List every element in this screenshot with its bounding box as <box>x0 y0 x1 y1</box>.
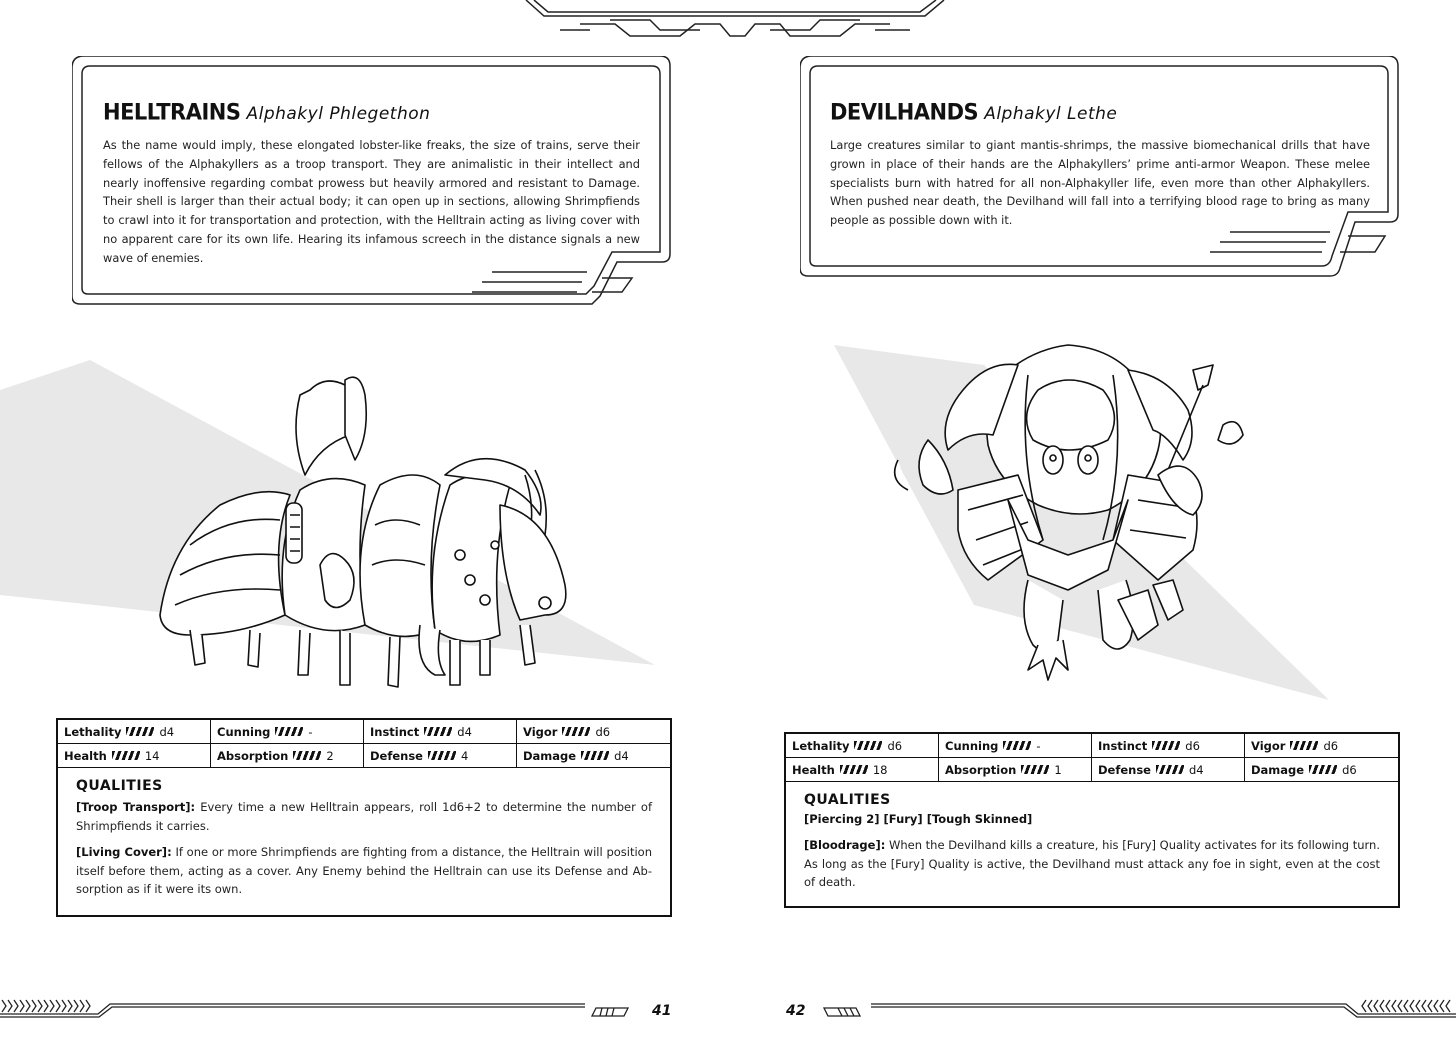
entry-title <box>830 100 1370 124</box>
stat-absorption: Absorption 2 <box>211 744 364 768</box>
creature-description: Large creatures similar to giant mantis-shrimps, the massive biomechanical drills that have grown in place of their hands are the Alphakyllers’ prime anti-armor Weapon. These melee specialists burn with hatred for all non-Alphakyller life, even more than other Alphakyllers. When pushed near death, the Devilhand will fall into a terrifying blood rage to bring as many people as possible down with it. <box>830 138 1370 228</box>
stat-damage: Damage d4 <box>517 744 670 768</box>
stat-bars-icon <box>112 751 140 760</box>
stat-bars-icon <box>293 751 321 760</box>
stat-bars-icon <box>1309 765 1337 774</box>
stat-vigor: Vigor d6 <box>517 720 670 744</box>
quality-bloodrage: [Bloodrage]: When the Devilhand kills a creature, his [Fury] Quality activates for its following turn. As long as the [Fury] Quality is active, the Devilhand must attack any foe in sight, even at the cost of death. <box>804 838 1380 890</box>
stat-grid <box>786 734 1398 782</box>
stat-defense: Defense 4 <box>364 744 517 768</box>
stat-bars-icon <box>1003 741 1031 750</box>
stat-bars-icon <box>428 751 456 760</box>
stat-cunning: Cunning - <box>211 720 364 744</box>
qualities-title: QUALITIES <box>804 792 891 808</box>
stat-bars-icon <box>854 741 882 750</box>
page-42 <box>728 0 1456 1037</box>
stat-bars-icon <box>1156 765 1184 774</box>
qualities-section <box>58 768 670 919</box>
stat-vigor: Vigor d6 <box>1245 734 1398 758</box>
stat-bars-icon <box>562 727 590 736</box>
qualities-title: QUALITIES <box>76 778 163 794</box>
stat-bars-icon <box>1290 741 1318 750</box>
stat-grid <box>58 720 670 768</box>
stat-bars-icon <box>1152 741 1180 750</box>
qualities-section <box>786 782 1398 912</box>
creature-name: DEVILHANDS <box>830 99 979 125</box>
stat-damage: Damage d6 <box>1245 758 1398 782</box>
stat-block <box>784 732 1400 908</box>
stat-health: Health 14 <box>58 744 211 768</box>
description-frame <box>800 56 1400 281</box>
stat-bars-icon <box>1021 765 1049 774</box>
description-frame <box>72 56 672 316</box>
footer-ornament-left <box>0 996 640 1020</box>
creature-description: As the name would imply, these elongated lobster-like freaks, the size of trains, serve their fellows of the Alphakyllers as a troop transport. They are animalistic in their intellect and nearly inoffensive regarding combat prowess but heavily armored and resistant to Damage. Their shell is larger than their actual body; it can open up in sections, allowing Shrimpfiends to crawl into it for transportation and protection, with the Helltrain acting as living cover with no apparent care for its own life. Hearing its infamous screech in the distance signals a new wave of enemies. <box>103 138 640 265</box>
quality-living-cover: [Living Cover]: If one or more Shrimpfiends are fighting from a distance, the Helltrain will position itself before them, acting as a cover. Any Enemy behind the Helltrain can use its Defense and Ab-sorption as if it were its own. <box>76 845 652 897</box>
stat-bars-icon <box>126 727 154 736</box>
quality-troop-transport: [Troop Transport]: Every time a new Helltrain appears, roll 1d6+2 to determine the number of Shrimpfiends it carries. <box>76 800 653 833</box>
devilhand-creature-illustration <box>868 340 1288 700</box>
stat-instinct: Instinct d6 <box>1092 734 1245 758</box>
entry-title <box>103 100 640 124</box>
helltrain-creature-illustration <box>150 375 570 695</box>
creature-scientific-name: Alphakyl Lethe <box>984 104 1118 124</box>
page-number: 41 <box>652 1003 672 1019</box>
creature-name: HELLTRAINS <box>103 99 241 125</box>
stat-lethality: Lethality d6 <box>786 734 939 758</box>
stat-bars-icon <box>275 727 303 736</box>
stat-lethality: Lethality d4 <box>58 720 211 744</box>
stat-cunning: Cunning - <box>939 734 1092 758</box>
stat-bars-icon <box>840 765 868 774</box>
footer-ornament-right <box>816 996 1456 1020</box>
creature-scientific-name: Alphakyl Phlegethon <box>246 104 431 124</box>
stat-block <box>56 718 672 917</box>
stat-defense: Defense d4 <box>1092 758 1245 782</box>
stat-instinct: Instinct d4 <box>364 720 517 744</box>
quality-tags: [Piercing 2] [Fury] [Tough Skinned] <box>804 812 1033 826</box>
stat-bars-icon <box>424 727 452 736</box>
stat-absorption: Absorption 1 <box>939 758 1092 782</box>
stat-health: Health 18 <box>786 758 939 782</box>
page-number: 42 <box>786 1003 806 1019</box>
stat-bars-icon <box>581 751 609 760</box>
